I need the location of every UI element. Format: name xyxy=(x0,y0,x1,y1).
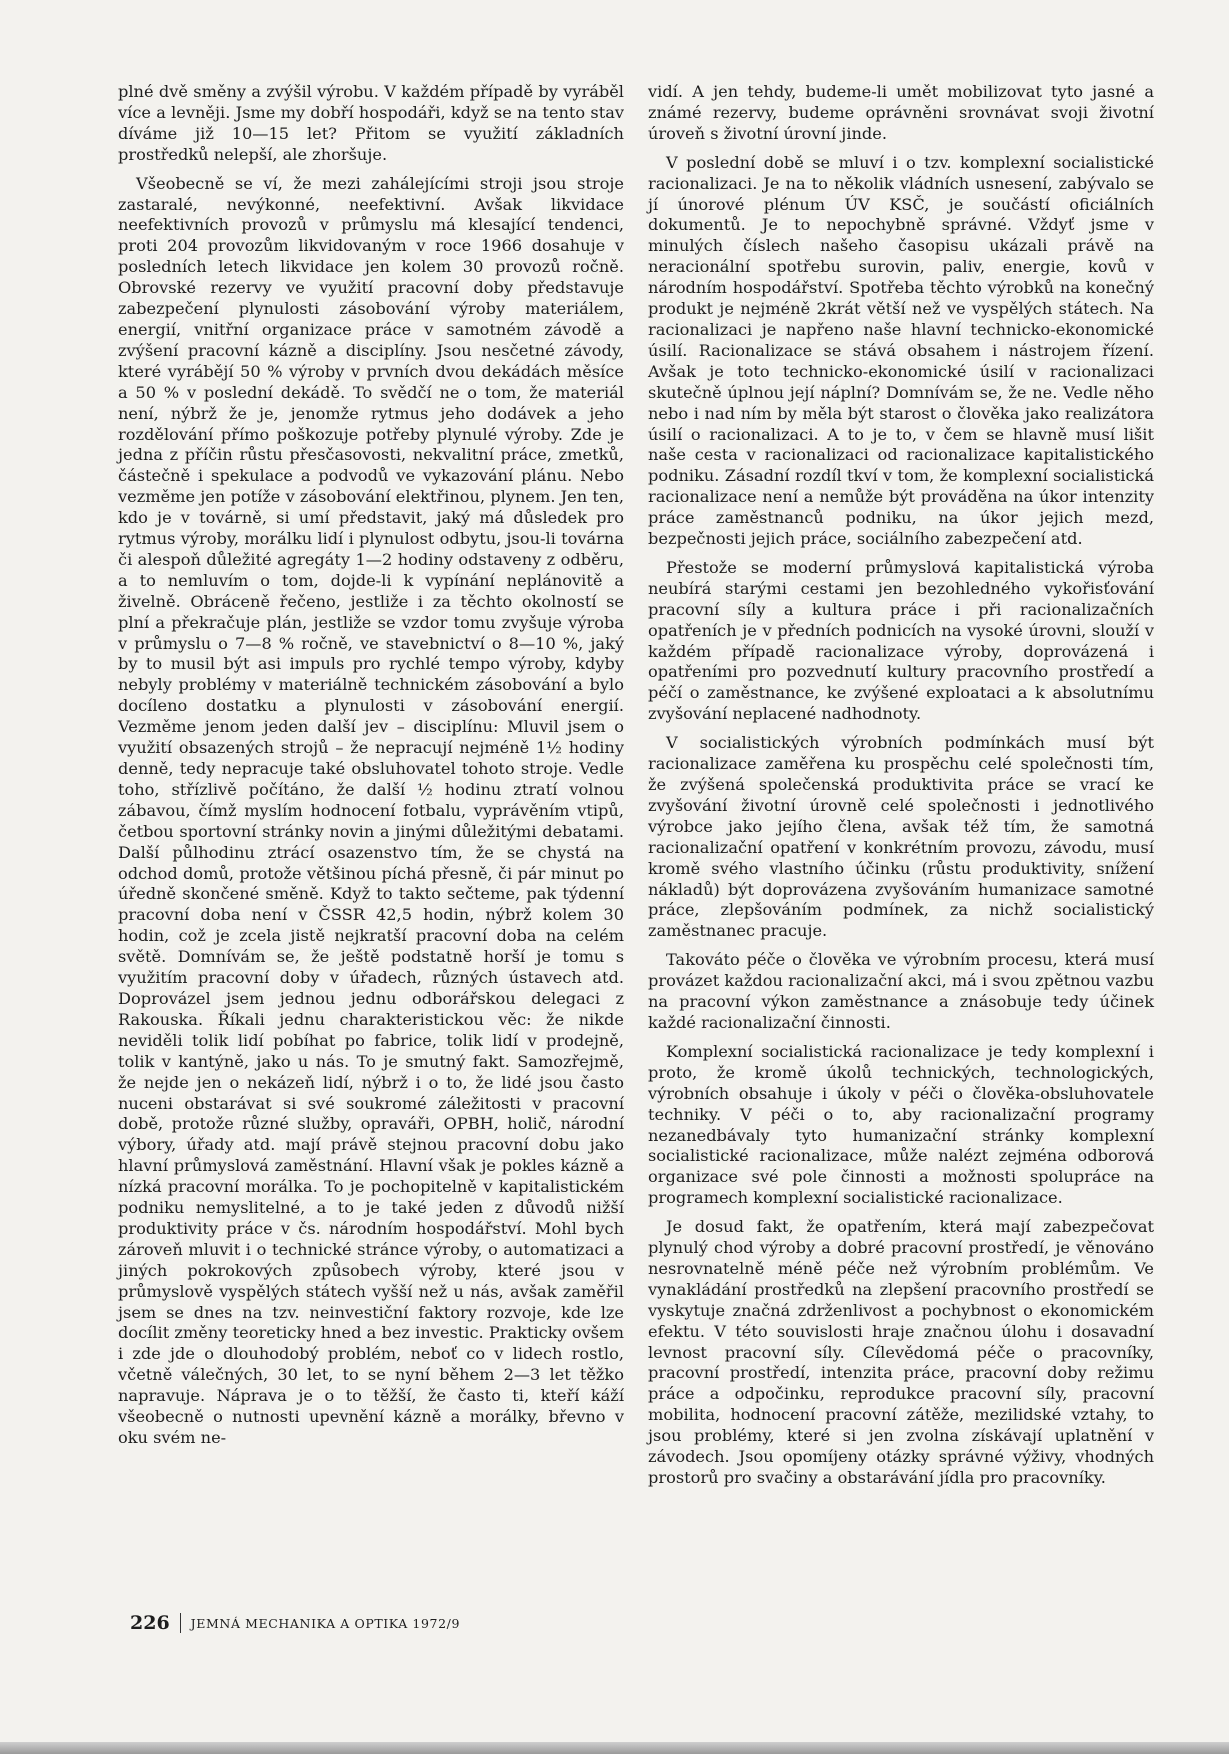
left-text-column xyxy=(118,82,624,1457)
page-footer xyxy=(130,1612,460,1634)
paragraph: Přestože se moderní průmyslová kapitalistická výroba neubírá starými cestami jen bezohledného vykořisťování pracovní síly a kultura práce i při racionalizačních opatřeních je v předních podnicích na vysoké úrovni, slouží v každém případě racionalizace výroby, doprovázená i opatřeními pro pozvednutí kultury pracovního prostředí a péčí o zaměstnance, ke zvýšené exploataci a k absolutnímu zvyšování neplacené nadhodnoty. xyxy=(648,557,1154,724)
journal-title: JEMNÁ MECHANIKA A OPTIKA 1972/9 xyxy=(190,1615,461,1631)
paragraph: Je dosud fakt, že opatřením, která mají zabezpečovat plynulý chod výroby a dobré pracovní prostředí, je věnováno nesrovnatelně méně péče než výrobním problémům. Ve vynakládání prostředků na zlepšení pracovního prostředí se vyskytuje značná zdrženlivost a pochybnost o ekonomickém efektu. V této souvislosti hraje značnou úlohu i dosavadní levnost pracovní síly. Cílevědomá péče o pracovníky, pracovní prostředí, intenzita práce, pracovní doby režimu práce a odpočinku, reprodukce pracovní síly, pracovní mobilita, hodnocení pracovní zátěže, mezilidské vztahy, to jsou problémy, které si jen zvolna získávají uplatnění v závodech. Jsou opomíjeny otázky správné výživy, vhodných prostorů pro svačiny a obstarávání jídla pro pracovníky. xyxy=(648,1217,1154,1487)
paragraph: Takováto péče o člověka ve výrobním procesu, která musí provázet každou racionalizační akci, má i svou zpětnou vazbu na pracovní výkon zaměstnance a znásobuje tedy účinek každé racionalizační činnosti. xyxy=(648,950,1154,1032)
paragraph: V socialistických výrobních podmínkách musí být racionalizace zaměřena ku prospěchu celé společnosti tím, že zvýšená společenská produktivita práce se vrací ke zvyšování životní úrovně celé společnosti i jednotlivého výrobce jako jejího člena, avšak též tím, že samotná racionalizační opatření v konkrétním provozu, závodu, musí kromě svého vlastního účinku (růstu produktivity, snížení nákladů) být doprovázena zvyšováním humanizace samotné práce, zlepšováním podmínek, za nichž socialistický zaměstnanec pracuje. xyxy=(648,733,1154,941)
paragraph: vidí. A jen tehdy, budeme-li umět mobilizovat tyto jasné a známé rezervy, budeme oprávněni srovnávat svoji životní úroveň s životní úrovní jinde. xyxy=(648,82,1154,143)
right-text-column xyxy=(648,82,1154,1497)
paragraph: V poslední době se mluví i o tzv. komplexní socialistické racionalizaci. Je na to několik vládních usnesení, zabývalo se jí únorové plénum ÚV KSČ, je součástí oficiálních dokumentů. Je to nepochybně správné. Vždyť jsme v minulých číslech našeho časopisu ukázali právě na neracionální spotřebu surovin, paliv, energie, kovů v národním hospodářství. Spotřeba těchto výrobků na konečný produkt je nejméně 2krát větší než ve vyspělých státech. Na racionalizaci je napřeno naše hlavní technicko-ekonomické úsilí. Racionalizace se stává obsahem i nástrojem řízení. Avšak je toto technicko-ekonomické úsilí v racionalizaci skutečně úplnou její náplní? Domnívám se, že ne. Vedle něho nebo i nad ním by měla být starost o člověka jako realizátora úsilí o racionalizaci. A to je to, v čem se hlavně musí lišit naše cesta v racionalizaci od racionalizace kapitalistického podniku. Zásadní rozdíl tkví v tom, že komplexní socialistická racionalizace není a nemůže být prováděna na úkor intenzity práce zaměstnanců podniku, na úkor jejich mezd, bezpečnosti jejich práce, sociálního zabezpečení atd. xyxy=(648,152,1154,549)
page-number: 226 xyxy=(130,1612,170,1634)
scan-bottom-edge xyxy=(0,1742,1229,1754)
paragraph: plné dvě směny a zvýšil výrobu. V každém případě by vyráběl více a levněji. Jsme my dobří hospodáři, když se na tento stav díváme již 10—15 let? Přitom se využití základních prostředků nelepší, ale zhoršuje. xyxy=(118,82,624,164)
footer-divider xyxy=(180,1613,181,1633)
paragraph: Komplexní socialistická racionalizace je tedy komplexní i proto, že kromě úkolů technických, technologických, výrobních obsahuje i úkoly v péči o člověka-obsluhovatele techniky. V péči o to, aby racionalizační programy nezanedbávaly tyto humanizační stránky komplexní socialistické racionalizace, může nalézt zejména odborová organizace své pole činnosti a možnosti spolupráce na programech komplexní socialistické racionalizace. xyxy=(648,1041,1154,1208)
paragraph: Všeobecně se ví, že mezi zahálejícími stroji jsou stroje zastaralé, nevýkonné, neefektivní. Avšak likvidace neefektivních provozů v průmyslu má klesající tendenci, proti 204 provozům likvidovaným v roce 1966 dosahuje v posledních letech likvidace jen kolem 30 provozů ročně. Obrovské rezervy ve využití pracovní doby představuje zabezpečení plynulosti zásobování výroby materiálem, energií, vnitřní organizace práce v samotném závodě a zvýšení pracovní kázně a disciplíny. Jsou nesčetné závody, které vyrábějí 50 % výroby v prvních dvou dekádách měsíce a 50 % v poslední dekádě. To svědčí ne o tom, že materiál není, nýbrž že je, jenomže rytmus jeho dodávek a jeho rozdělování přímo poškozuje potřeby plynulé výroby. Zde je jedna z příčin růstu přesčasovosti, nekvalitní práce, zmetků, částečně i spekulace a podvodů ve vykazování plánu. Nebo vezměme jen potíže v zásobování elektřinou, plynem. Jen ten, kdo je v továrně, si umí představit, jaký má důsledek pro rytmus výroby, morálku lidí i plynulost odbytu, jsou-li továrna či alespoň důležité agregáty 1—2 hodiny odstaveny z odběru, a to nemluvím o tom, dojde-li k vypínání neplánovitě a živelně. Obráceně řečeno, jestliže i za těchto okolností se plní a překračuje plán, jestliže se vzdor tomu zvyšuje výroba v průmyslu o 7—8 % ročně, ve stavebnictví o 8—10 %, jaký by to musil být asi impuls pro rychlé tempo výroby, kdyby nebyly problémy v materiálně technickém zásobování a bylo docíleno dostatku a plynulosti v zásobování energií. Vezměme jenom jeden další jev – disciplínu: Mluvil jsem o využití obsazených strojů – že nepracují nejméně 1½ hodiny denně, tedy nepracuje také obsluhovatel tohoto stroje. Vedle toho, střízlivě počítáno, že další ½ hodinu ztratí volnou zábavou, čímž myslím hodnocení fotbalu, vyprávěním vtipů, četbou sportovní stránky novin a jinými důležitými debatami. Další půlhodinu ztrácí osazenstvo tím, že se chystá na odchod domů, protože většinou píchá přesně, či pár minut po úředně skončené směně. Když to takto sečteme, pak týdenní pracovní doba není v ČSSR 42,5 hodin, nýbrž kolem 30 hodin, což je zcela jistě nejkratší pracovní doba na celém světě. Domnívám se, že ještě podstatně horší je tomu s využitím pracovní doby v úřadech, různých ústavech atd. Doprovázel jsem jednou jednu odborářskou delegaci z Rakouska. Říkali jednu charakteristickou věc: že nikde neviděli tolik lidí pobíhat po fabrice, tolik lidí v prodejně, tolik v kantýně, jako u nás. To je smutný fakt. Samozřejmě, že nejde jen o nekázeň lidí, nýbrž i o to, že lidé jsou často nuceni obstarávat si své soukromé záležitosti v pracovní době, protože různé služby, opraváři, OPBH, holič, národní výbory, úřady atd. mají právě stejnou pracovní dobu jako hlavní průmyslová zaměstnání. Hlavní však je pokles kázně a nízká pracovní morálka. To je pochopitelně v kapitalistickém podniku nemyslitelné, a to je také jeden z důvodů nižší produktivity práce v čs. národním hospodářství. Mohl bych zároveň mluvit i o technické stránce výroby, o automatizaci a jiných pokrokových způsobech výroby, které jsou v průmyslově vyspělých státech vyšší než u nás, avšak zaměřil jsem se dnes na tzv. neinvestiční faktory rozvoje, kde lze docílit změny teoreticky hned a bez investic. Prakticky ovšem i zde jde o dlouhodobý problém, neboť co v lidech rostlo, včetně válečných, 30 let, to se nyní během 2—3 let těžko napravuje. Náprava je o to těžší, že často ti, kteří káží všeobecně o nutnosti upevnění kázně a morálky, břevno v oku svém ne- xyxy=(118,173,624,1447)
